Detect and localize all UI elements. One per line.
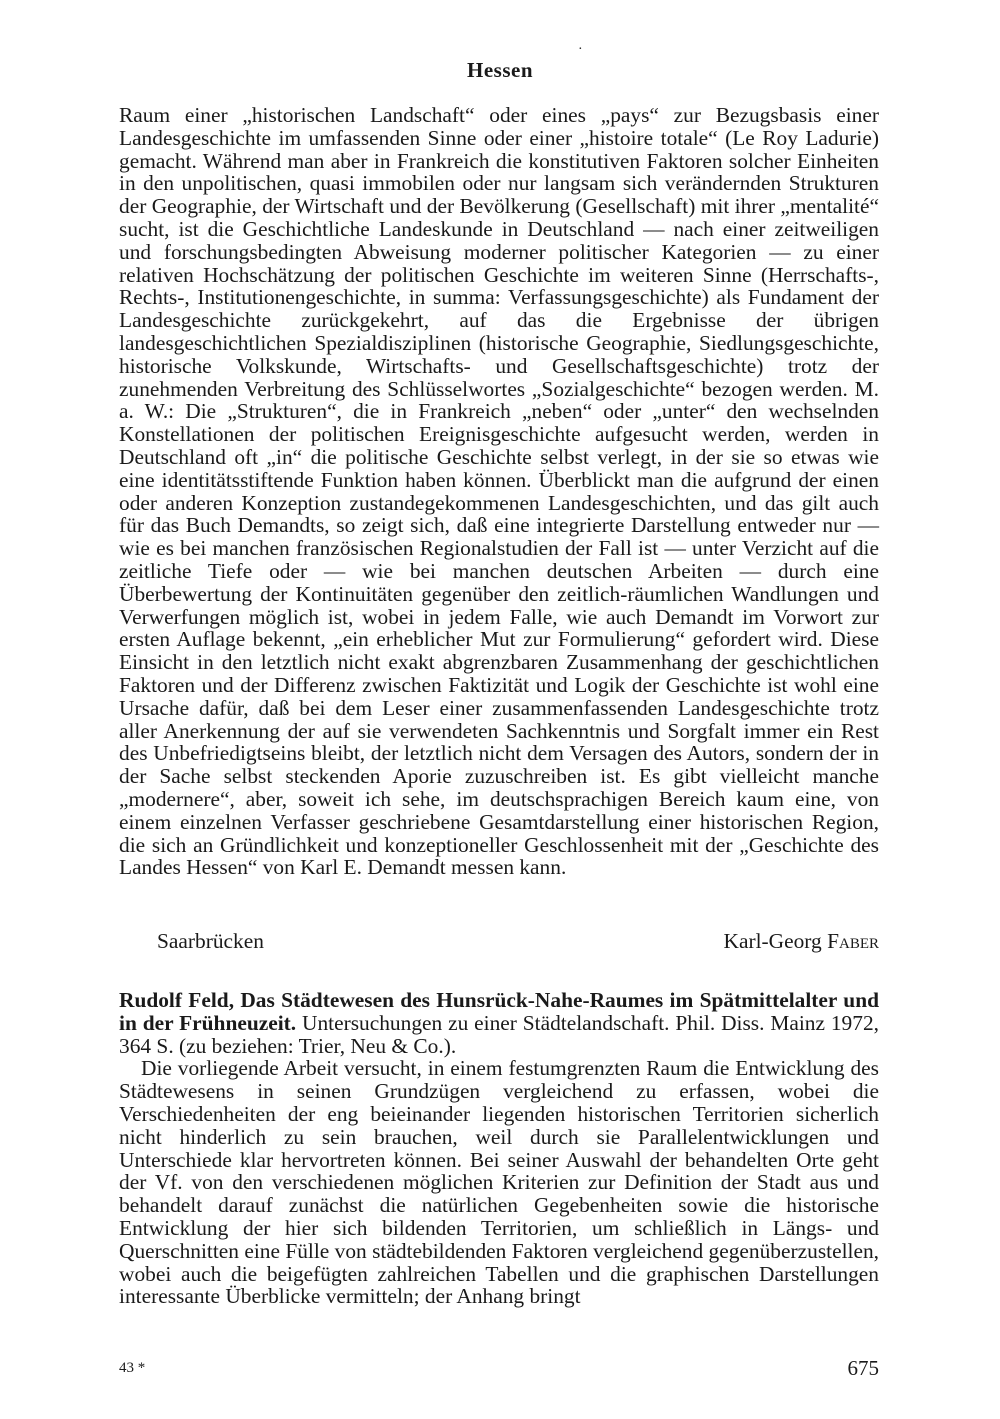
review-continuation <box>119 104 879 879</box>
review-heading-details: Untersuchungen zu einer Städtelandschaft. Phil. Diss. Mainz 1972, 364 S. (zu beziehen: Trier, Neu & Co.). <box>119 1010 879 1058</box>
stray-mark: · <box>578 42 583 57</box>
page-number: 675 <box>847 1356 879 1380</box>
running-head-title: Hessen <box>467 58 533 82</box>
author-first-name: Karl-Georg <box>723 929 822 953</box>
review-entry <box>119 989 879 1308</box>
review-paragraph: Raum einer „historischen Landschaft“ oder eines „pays“ zur Bezugsbasis einer Landesgeschichte im umfassenden Sinne oder einer „histoire totale“ (Le Roy Ladurie) gemacht. Während man aber in Frankreich die konstitutiven Faktoren solcher Einheiten in den unpolitischen, quasi immobilen oder nur langsam sich verändernden Strukturen der Geographie, der Wirtschaft und der Bevölkerung (Gesellschaft) mit ihrer „mentalité“ sucht, ist die Geschichtliche Landeskunde in Deutschland — nach einer zeitweiligen und forschungsbedingten Abweisung moderner politischer Kategorien — zu einer relativen Hochschätzung der politischen Geschichte im weiteren Sinne (Herrschafts-, Rechts-, Institutionengeschichte, in summa: Verfassungsgeschichte) als Fundament der Landesgeschichte zurückgekehrt, auf das die Ergebnisse der übrigen landesgeschichtlichen Spezialdisziplinen (historische Geographie, Siedlungsgeschichte, historische Volkskunde, Wirtschafts- und Gesellschaftsgeschichte) trotz der zunehmenden Verbreitung des Schlüsselwortes „Sozialgeschichte“ bezogen werden. M. a. W.: Die „Strukturen“, die in Frankreich „neben“ oder „unter“ den wechselnden Konstellationen der politischen Ereignisgeschichte aufgesucht werden, werden in Deutschland oft „in“ die politische Geschichte selbst verlegt, in der sie so etwas wie eine identitätsstiftende Funktion haben können. Überblickt man die aufgrund der einen oder anderen Konzeption zustandegekommenen Landesgeschichten, und das gilt auch für das Buch Demandts, so zeigt sich, daß eine integrierte Darstellung entweder nur — wie es bei manchen französischen Regionalstudien der Fall ist — unter Verzicht auf die zeitliche Tiefe oder — wie bei manchen deutschen Arbeiten — durch eine Überbewertung der Kontinuitäten gegenüber den zeitlich-räumlichen Wandlungen und Verwerfungen möglich ist, wobei in jedem Falle, wie auch Demandt im Vorwort zur ersten Auflage bekennt, „ein erheblicher Mut zur Formulierung“ gefordert wird. Diese Einsicht in den letztlich nicht exakt abgrenzbaren Zusammenhang der geschichtlichen Faktoren und der Differenz zwischen Faktizität und Logik der Geschichte ist wohl eine Ursache dafür, daß bei dem Leser einer zusammenfassenden Landesgeschichte trotz aller Anerkennung der auf sie verwendeten Sachkenntnis und Sorgfalt immer ein Rest des Unbefriedigtseins bleibt, der letztlich nicht dem Versagen des Autors, sondern der in der Sache selbst steckenden Aporie zuzuschreiben ist. Es gibt vielleicht manche „modernere“, aber, soweit ich sehe, im deutschsprachigen Bereich kaum eine, von einem einzelnen Verfasser geschriebene Gesamtdarstellung einer historischen Region, die sich an Gründlichkeit und konzeptioneller Geschlossenheit mit der „Geschichte des Landes Hessen“ von Karl E. Demandt messen kann. <box>119 103 879 880</box>
review-heading <box>119 989 879 1057</box>
author-last-name: Faber <box>827 929 879 953</box>
signature-author <box>724 930 879 953</box>
signature-place: Saarbrücken <box>157 929 264 953</box>
review-heading-title: Rudolf Feld, Das Städtewesen des Hunsrück-Nahe-Raumes im Spätmittelalter und in der Frühneuzeit. <box>119 988 879 1035</box>
signature-mark: 43 * <box>119 1360 146 1376</box>
review-paragraph: Die vorliegende Arbeit versucht, in einem festumgrenzten Raum die Entwicklung des Städtewesens in seinen Grundzügen vergleichend zu erfassen, wobei die Verschiedenheiten der eng beieinander liegenden historischen Territorien sicherlich nicht hinderlich zu sein brauchen, weil durch sie Parallelentwicklungen und Unterschiede klar hervortreten können. Bei seiner Auswahl der behandelten Orte geht der Vf. von den verschiedenen möglichen Kriterien zur Definition der Stadt aus und behandelt darauf zunächst die natürlichen Gegebenheiten sowie die historische Entwicklung der hier sich bildenden Territorien, um schließlich in Längs- und Querschnitten eine Fülle von städtebildenden Faktoren vergleichend gegenüberzustellen, wobei auch die beigefügten zahlreichen Tabellen und die graphischen Darstellungen interessante Überblicke vermitteln; der Anhang bringt <box>119 1056 879 1309</box>
